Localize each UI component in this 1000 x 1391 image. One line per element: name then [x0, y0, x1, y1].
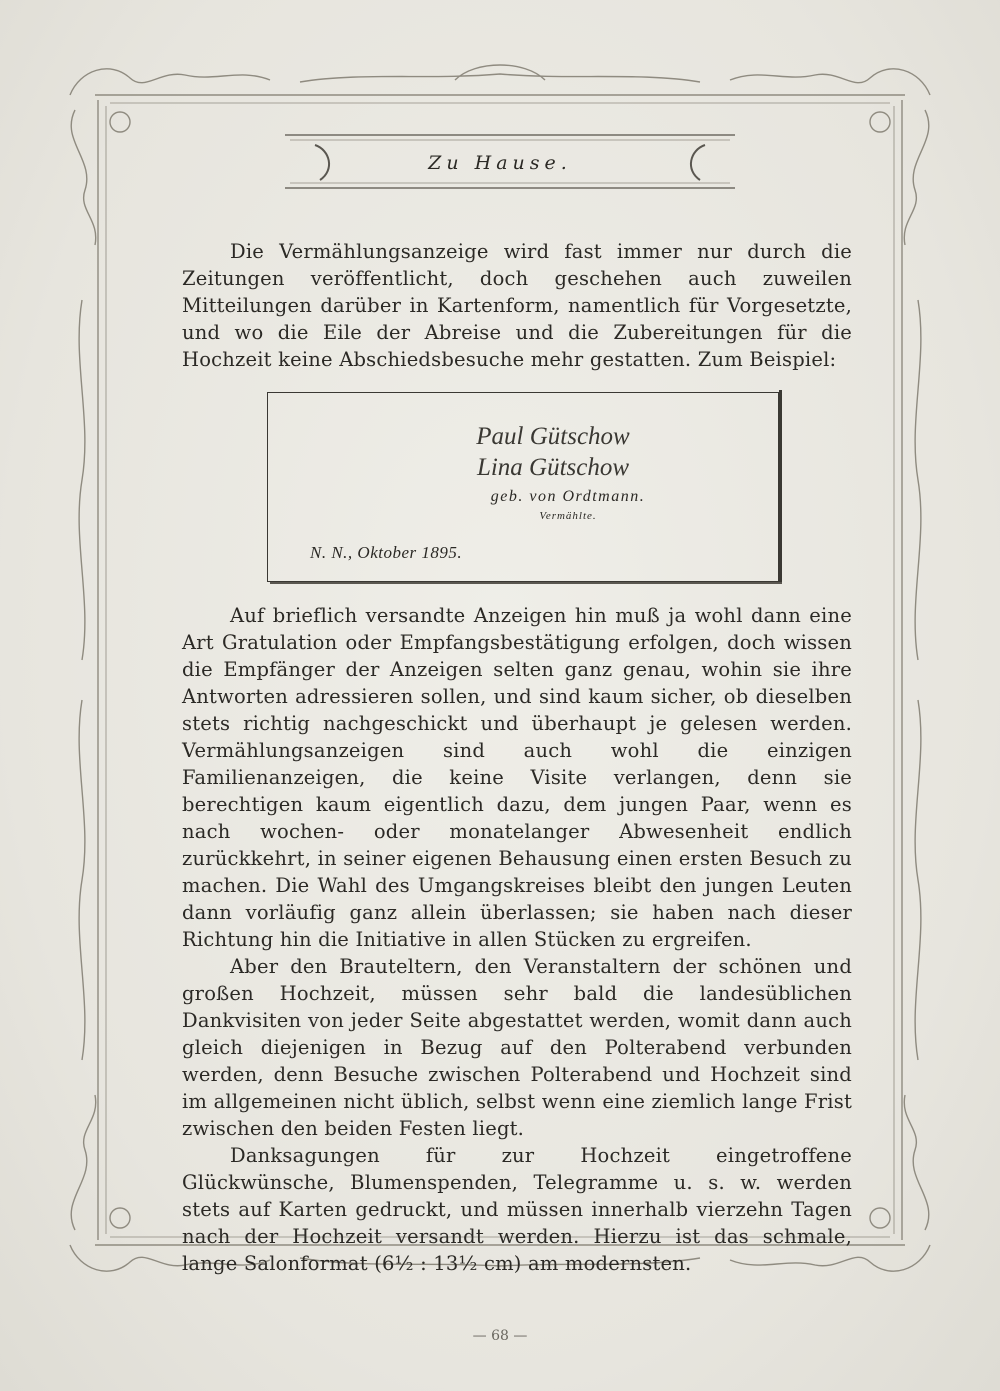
card-status: Vermählte.: [539, 510, 597, 522]
page-title: Zu Hause.: [428, 152, 572, 174]
card-name-groom: Paul Gütschow: [476, 423, 630, 450]
paragraph: Danksagungen für zur Hochzeit eingetroffene Glückwünsche, Blumenspenden, Telegramme u. s. w. werden stets auf Karten gedruckt, und müssen innerhalb vierzehn Tagen nach der Hochzeit versandt werden. Hierzu ist das schmale, lange Salonformat (6½ : 13½ cm) am modernsten.: [182, 1144, 852, 1275]
card-place-date: N. N., Oktober 1895.: [310, 543, 463, 562]
card-name-bride: Lina Gütschow: [476, 454, 630, 481]
card-maiden-name: geb. von Ordtmann.: [490, 488, 646, 505]
page-number: — 68 —: [472, 1328, 528, 1344]
intro-text: [182, 238, 852, 373]
main-text: [182, 602, 852, 1277]
announcement-card: [267, 392, 779, 582]
paragraph: Aber den Brauteltern, den Veranstaltern der schönen und großen Hochzeit, müssen sehr bald die landesüblichen Dankvisiten von jeder Seite abgestattet werden, womit dann auch gleich diejenigen in Bezug auf den Polterabend verbunden werden, denn Besuche zwischen Polterabend und Hochzeit sind im allgemeinen nicht üblich, selbst wenn eine ziemlich lange Frist zwischen den beiden Festen liegt.: [182, 955, 852, 1140]
paragraph: Auf brieflich versandte Anzeigen hin muß ja wohl dann eine Art Gratulation oder Empfangsbestätigung erfolgen, doch wissen die Empfänger der Anzeigen selten ganz genau, wohin sie ihre Antworten adressieren sollen, und sind kaum sicher, ob dieselben stets richtig nachgeschickt und überhaupt je gelesen werden. Vermählungsanzeigen sind auch wohl die einzigen Familienanzeigen, die keine Visite verlangen, denn sie berechtigen kaum eigentlich dazu, dem jungen Paar, wenn es nach wochen- oder monatelanger Abwesenheit endlich zurückkehrt, in seiner eigenen Behausung einen ersten Besuch zu machen. Die Wahl des Umgangskreises bleibt den jungen Leuten dann vorläufig ganz allein überlassen; sie haben nach dieser Richtung hin die Initiative in allen Stücken zu ergreifen.: [182, 604, 852, 951]
card-shadow-bottom: [270, 582, 782, 584]
paragraph: Die Vermählungsanzeige wird fast immer nur durch die Zeitungen veröffentlicht, doch geschehen auch zuweilen Mitteilungen darüber in Kartenform, namentlich für Vorgesetzte, und wo die Eile der Abreise und die Zubereitungen für die Hochzeit keine Abschiedsbesuche mehr gestatten. Zum Beispiel:: [182, 240, 852, 371]
card-shadow-right: [779, 390, 782, 582]
